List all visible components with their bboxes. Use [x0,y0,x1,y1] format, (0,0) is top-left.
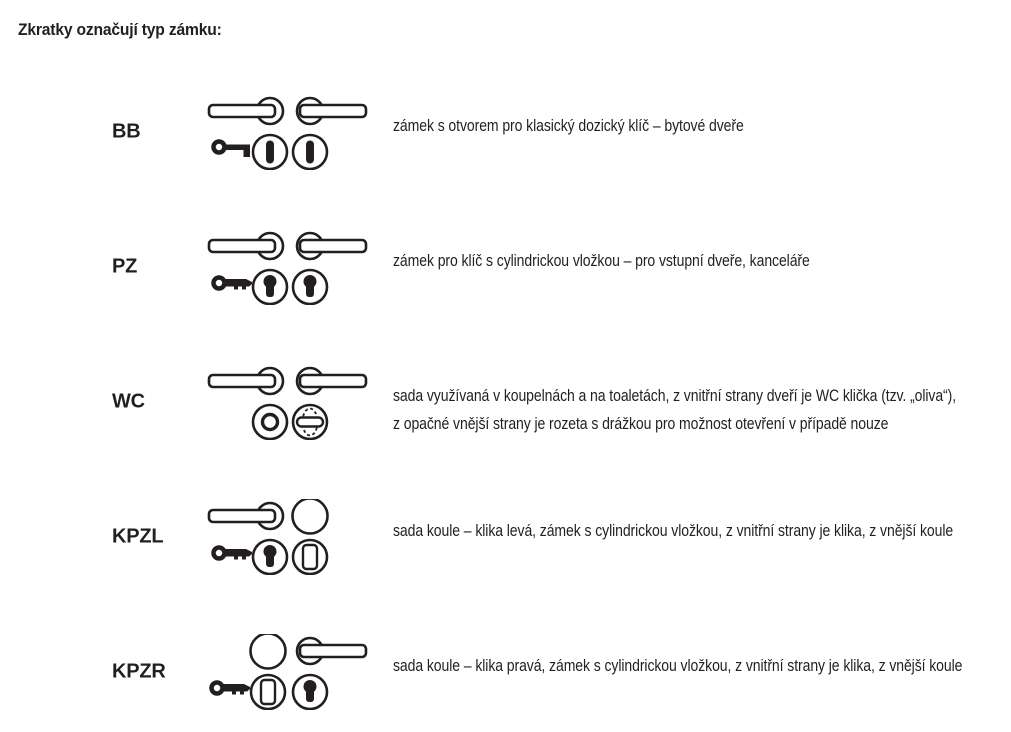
lock-icon-set-pz [205,229,370,305]
lock-type-row-bb [0,82,1011,182]
lock-icon-set-kpzr [205,634,370,710]
lock-code-pz: PZ [112,255,138,278]
lever-handle-right-icon [297,368,366,394]
lock-type-row-pz [0,217,1011,317]
blind-oblong-rosette-icon [293,540,327,574]
lever-handle-left-icon [209,503,283,529]
cylinder-keyhole-rosette-icon [293,675,327,709]
lever-handle-left-icon [209,98,283,124]
dozicky-keyhole-rosette-icon [253,135,287,169]
lock-icon-set-wc [205,364,370,440]
lock-icon-set-bb [205,94,370,170]
emergency-slot-rosette-icon [253,405,287,439]
lock-desc-pz [393,247,1011,275]
lever-handle-right-icon [297,98,366,124]
cylinder-key-icon [212,683,251,695]
lock-type-row-kpzl [0,487,1011,587]
page-title: Zkratky označují typ zámku: [18,20,222,39]
blind-oblong-rosette-icon [251,675,285,709]
desc-line: zámek pro klíč s cylindrickou vložkou – pro vstupní dveře, kanceláře [393,252,810,270]
cylinder-keyhole-rosette-icon [293,270,327,304]
lock-icon-set-kpzl [205,499,370,575]
desc-line: sada koule – klika pravá, zámek s cylindrickou vložkou, z vnitřní strany je klika, z vnější koule [393,657,963,675]
lock-code-kpzr: KPZR [112,660,166,683]
lock-code-wc: WC [112,390,145,413]
knob-koule-icon [293,499,328,534]
lock-type-row-wc [0,352,1011,452]
lock-type-row-kpzr [0,622,1011,722]
lock-code-bb: BB [112,120,141,143]
knob-koule-icon [251,634,286,669]
cylinder-key-icon [214,278,253,290]
dozicky-keyhole-rosette-icon [293,135,327,169]
cylinder-keyhole-rosette-icon [253,540,287,574]
lock-desc-kpzr [393,652,1011,680]
desc-line: zámek s otvorem pro klasický dozický klíč – bytové dveře [393,117,744,135]
lever-handle-right-icon [297,233,366,259]
lock-desc-bb [393,112,1011,140]
lever-handle-right-icon [297,638,366,664]
lock-desc-kpzl [393,517,1011,545]
desc-line: z opačné vnější strany je rozeta s drážkou pro možnost otevření v případě nouze [393,415,889,433]
cylinder-keyhole-rosette-icon [253,270,287,304]
classic-key-icon [214,142,251,158]
desc-line: sada využívaná v koupelnách a na toaletách, z vnitřní strany dveří je WC klička (tzv. „oliva“), [393,387,957,405]
desc-line: sada koule – klika levá, zámek s cylindrickou vložkou, z vnitřní strany je klika, z vnější koule [393,522,954,540]
cylinder-key-icon [214,548,253,560]
lever-handle-left-icon [209,368,283,394]
lock-code-kpzl: KPZL [112,525,164,548]
lever-handle-left-icon [209,233,283,259]
wc-oliva-turn-rosette-icon [293,405,327,439]
lock-desc-wc [393,382,1011,438]
